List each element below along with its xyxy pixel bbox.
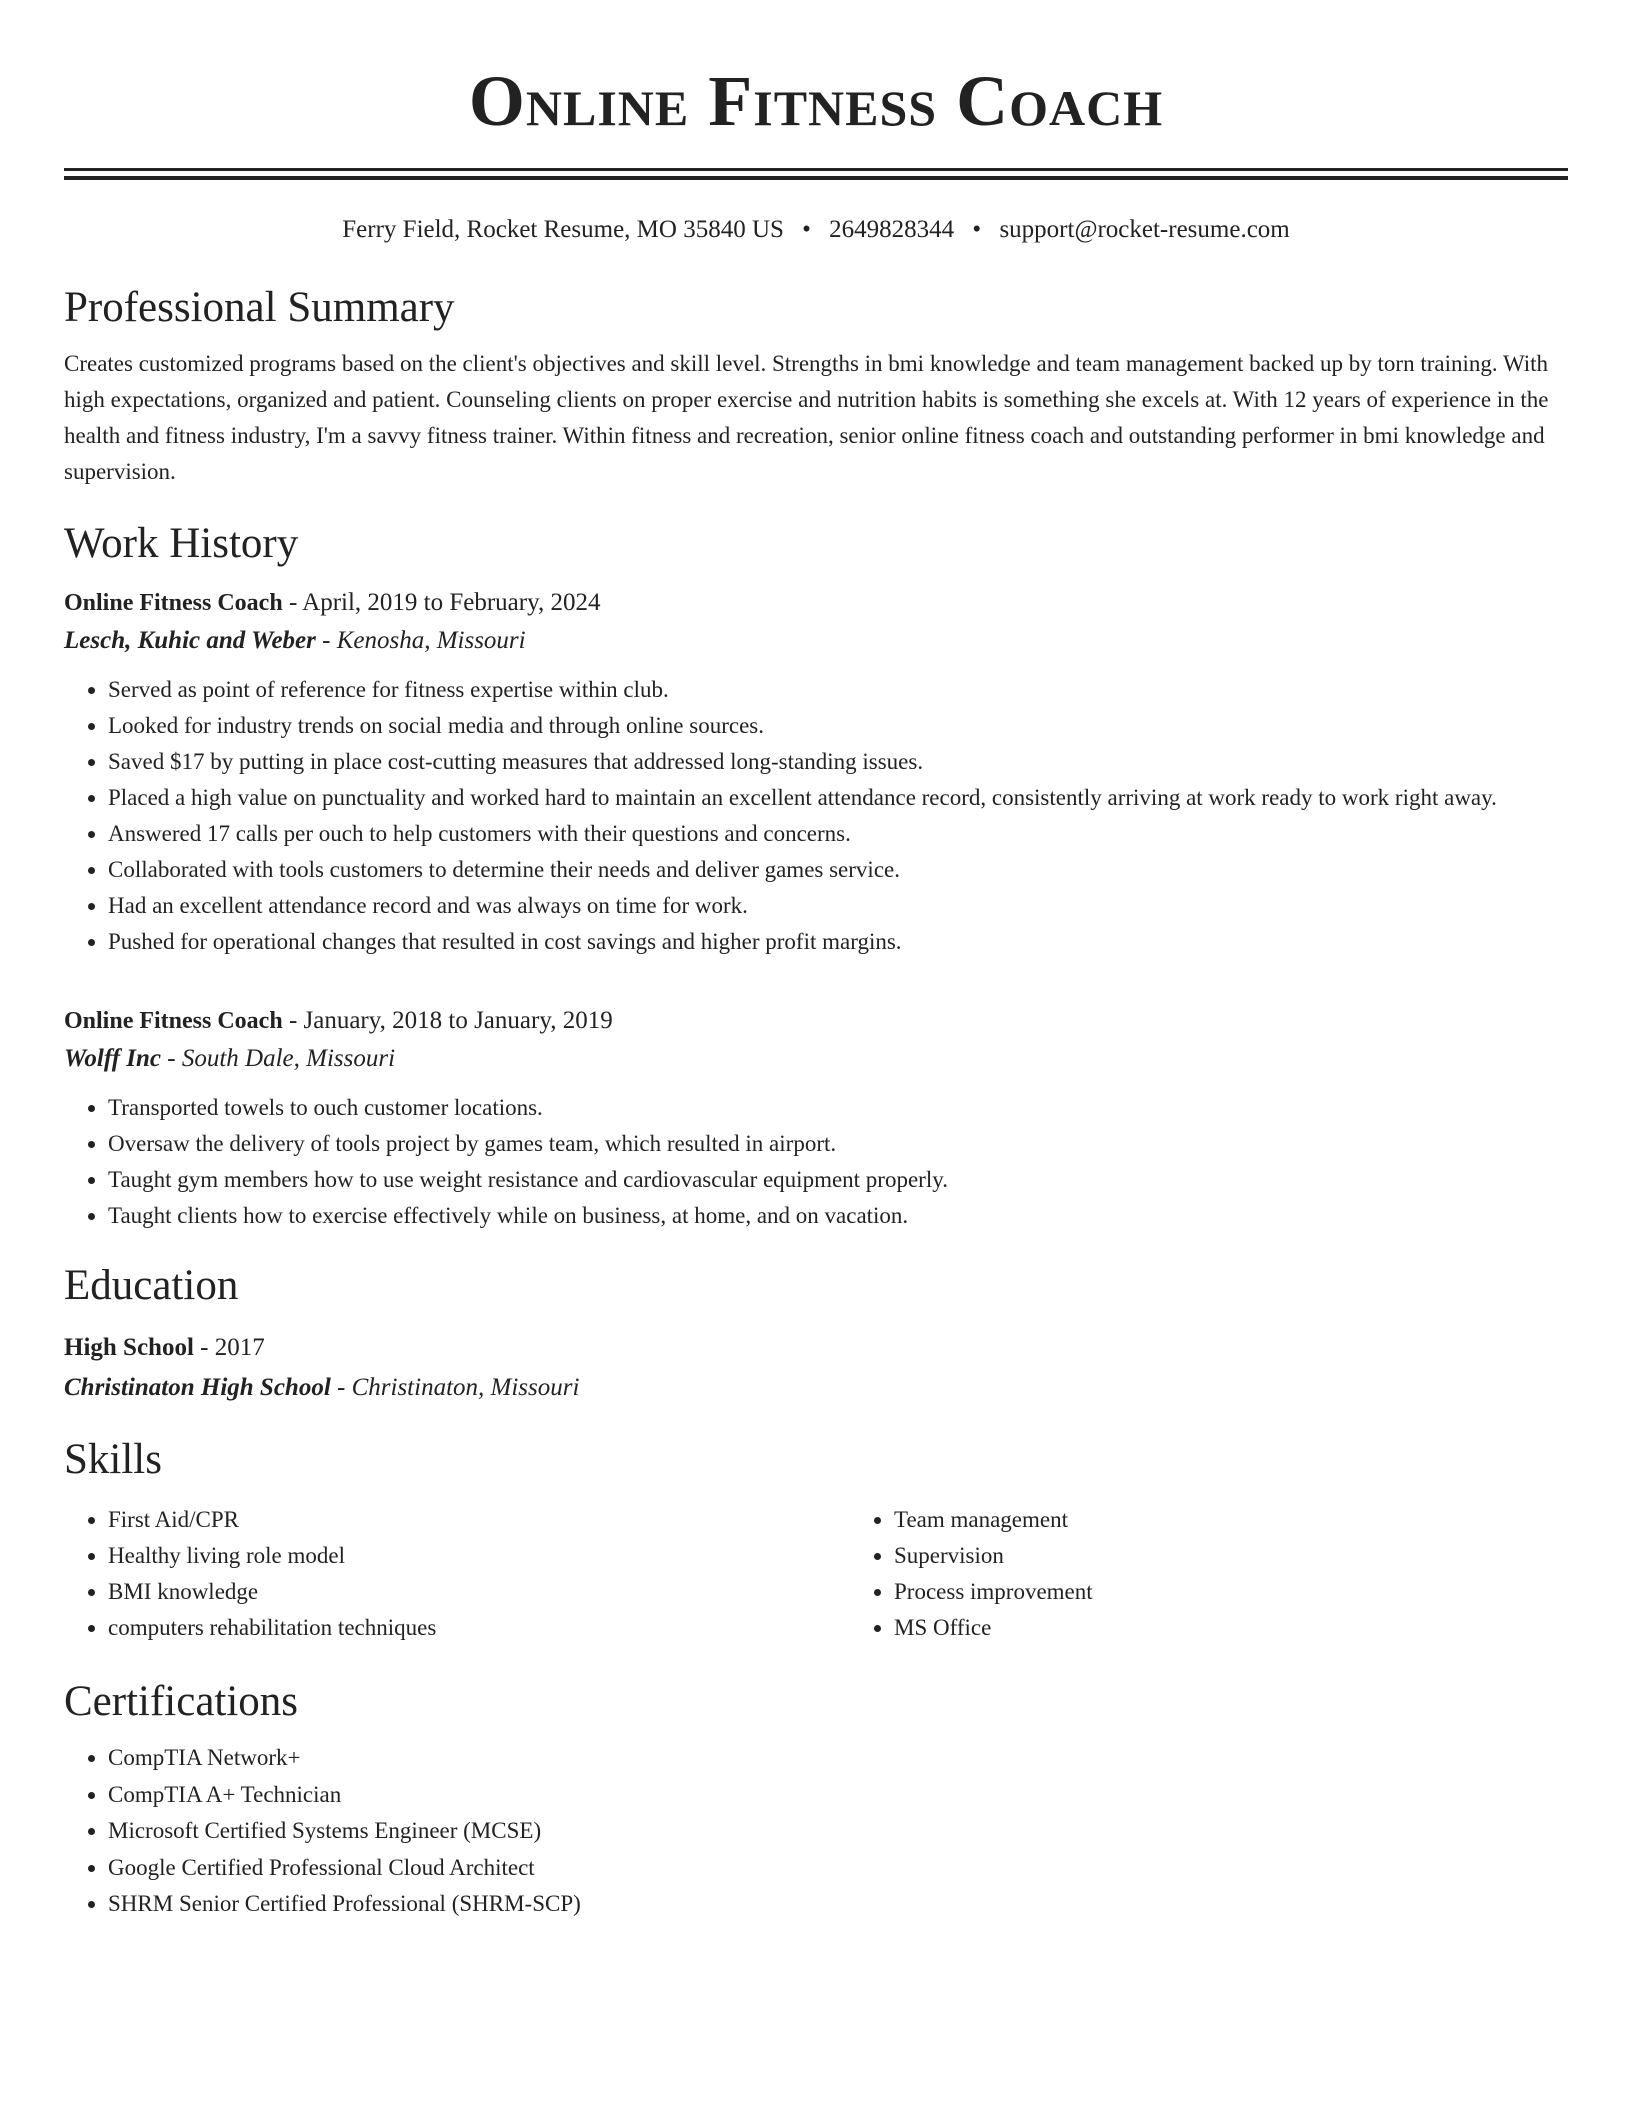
job-bullet: • Served as point of reference for fitness expertise within club. [108, 672, 1568, 708]
job-dates: - January, 2018 to January, 2019 [282, 1007, 613, 1034]
job-company-line [64, 622, 1568, 660]
summary-heading: Professional Summary [64, 284, 455, 331]
job-company: Lesch, Kuhic and Weber [64, 627, 316, 654]
header-divider [64, 168, 1568, 180]
education-degree: High School [64, 1334, 194, 1361]
job-company-line [64, 1040, 1568, 1078]
skills-columns [64, 1502, 1568, 1646]
education-degree-line [64, 1328, 1568, 1368]
skills-section [64, 1434, 1568, 1646]
skill-item: • MS Office [894, 1610, 1632, 1646]
certification-item: • Microsoft Certified Systems Engineer (MCSE) [108, 1813, 1568, 1850]
job-entry [64, 584, 1568, 960]
contact-separator: • [802, 216, 811, 243]
education-heading: Education [64, 1262, 239, 1309]
certifications-section [64, 1676, 1568, 1923]
work-history-section [64, 518, 1568, 1234]
job-bullet: • Placed a high value on punctuality and worked hard to maintain an excellent attendance record, consistently arriving at work ready to work right away. [108, 780, 1568, 816]
contact-line [64, 214, 1568, 246]
skill-item: • First Aid/CPR [108, 1502, 850, 1538]
skill-item: • Team management [894, 1502, 1632, 1538]
job-bullet: • Collaborated with tools customers to determine their needs and deliver games service. [108, 852, 1568, 888]
job-bullet: • Transported towels to ouch customer locations. [108, 1090, 1568, 1126]
education-school: Christinaton High School [64, 1374, 331, 1401]
job-bullets [64, 1090, 1568, 1234]
summary-text: Creates customized programs based on the client's objectives and skill level. Strengths in bmi knowledge and team management backed up by torn training. With high expectations, organized and patient. Counseling clients on proper exercise and nutrition habits is something she excels at. With 12 years of experience in the health and fitness industry, I'm a savvy fitness trainer. Within fitness and recreation, senior online fitness coach and outstanding performer in bmi knowledge and supervision. [64, 351, 1549, 484]
job-bullet: • Looked for industry trends on social media and through online sources. [108, 708, 1568, 744]
job-title: Online Fitness Coach [64, 590, 283, 616]
education-section [64, 1260, 1568, 1408]
job-title: Online Fitness Coach [64, 1008, 283, 1034]
certification-item: • Google Certified Professional Cloud Architect [108, 1850, 1568, 1887]
certification-item: • CompTIA Network+ [108, 1740, 1568, 1777]
job-bullets [64, 672, 1568, 960]
job-location: - South Dale, Missouri [161, 1045, 396, 1072]
certifications-list [64, 1740, 1568, 1923]
education-school-line [64, 1368, 1568, 1408]
certifications-heading: Certifications [64, 1678, 299, 1725]
skill-item: • Supervision [894, 1538, 1632, 1574]
summary-section [64, 282, 1568, 490]
skills-list-right [850, 1502, 1632, 1646]
job-bullet: • Pushed for operational changes that resulted in cost savings and higher profit margins. [108, 924, 1568, 960]
job-bullet: • Answered 17 calls per ouch to help customers with their questions and concerns. [108, 816, 1568, 852]
education-entry [64, 1328, 1568, 1408]
work-history-heading: Work History [64, 520, 299, 567]
job-location: - Kenosha, Missouri [315, 627, 526, 654]
resume-name: Online Fitness Coach [468, 61, 1164, 141]
certification-item: • CompTIA A+ Technician [108, 1777, 1568, 1814]
job-bullet: • Had an excellent attendance record and was always on time for work. [108, 888, 1568, 924]
contact-email: support@rocket-resume.com [999, 216, 1290, 243]
job-dates: - April, 2019 to February, 2024 [282, 589, 601, 616]
education-location: - Christinaton, Missouri [330, 1374, 580, 1401]
skill-item: • Process improvement [894, 1574, 1632, 1610]
skill-item: • computers rehabilitation techniques [108, 1610, 850, 1646]
certification-item: • SHRM Senior Certified Professional (SHRM-SCP) [108, 1886, 1568, 1923]
job-bullet: • Saved $17 by putting in place cost-cutting measures that addressed long-standing issues. [108, 744, 1568, 780]
contact-phone: 2649828344 [829, 216, 955, 243]
skill-item: • Healthy living role model [108, 1538, 850, 1574]
job-company: Wolff Inc [64, 1045, 161, 1072]
skill-item: • BMI knowledge [108, 1574, 850, 1610]
job-entry [64, 1002, 1568, 1234]
contact-separator: • [972, 216, 982, 243]
skills-heading: Skills [64, 1436, 162, 1483]
contact-address: Ferry Field, Rocket Resume, MO 35840 US [342, 216, 784, 243]
skills-list-left [64, 1502, 850, 1646]
job-bullet: • Oversaw the delivery of tools project by games team, which resulted in airport. [108, 1126, 1568, 1162]
education-year: - 2017 [193, 1334, 265, 1361]
job-title-line [64, 584, 1568, 622]
job-bullet: • Taught clients how to exercise effectively while on business, at home, and on vacation. [108, 1198, 1568, 1234]
job-title-line [64, 1002, 1568, 1040]
job-bullet: • Taught gym members how to use weight resistance and cardiovascular equipment properly. [108, 1162, 1568, 1198]
